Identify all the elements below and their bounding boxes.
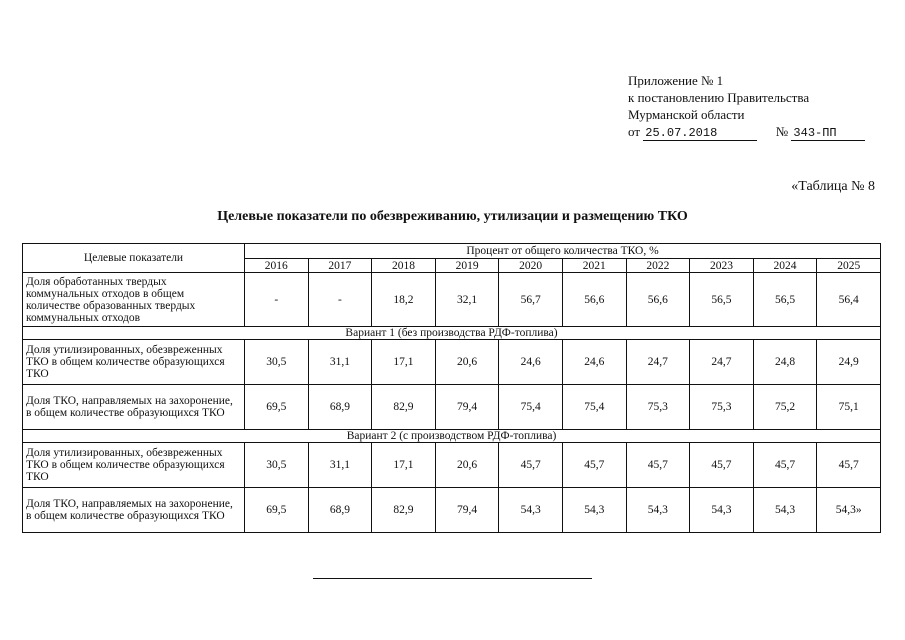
table-cell: 45,7: [626, 443, 690, 488]
year-header: 2021: [562, 259, 626, 273]
table-cell: 82,9: [372, 385, 436, 430]
table-cell: 45,7: [753, 443, 817, 488]
year-header: 2022: [626, 259, 690, 273]
table-cell: 75,2: [753, 385, 817, 430]
table-cell: 56,7: [499, 273, 563, 327]
table-cell: 30,5: [245, 340, 309, 385]
table-cell: -: [245, 273, 309, 327]
table-cell: 54,3: [499, 488, 563, 533]
table-cell: 79,4: [435, 385, 499, 430]
table-cell: 56,6: [562, 273, 626, 327]
table-cell: 45,7: [499, 443, 563, 488]
table-cell: 20,6: [435, 340, 499, 385]
table-cell: 75,1: [817, 385, 881, 430]
table-header-row: [23, 244, 881, 259]
table-cell: 56,5: [753, 273, 817, 327]
table-cell: 17,1: [372, 443, 436, 488]
year-header: 2023: [690, 259, 754, 273]
table-cell: 18,2: [372, 273, 436, 327]
table-cell: 69,5: [245, 488, 309, 533]
table-cell: 24,8: [753, 340, 817, 385]
variant-row: [23, 430, 881, 443]
year-header: 2016: [245, 259, 309, 273]
table-label: «Таблица № 8: [791, 179, 875, 194]
page-title: Целевые показатели по обезвреживанию, утилизации и размещению ТКО: [217, 209, 688, 224]
table-cell: 17,1: [372, 340, 436, 385]
row-label: Доля утилизированных, обезвреженных ТКО в общем количестве образующихся ТКО: [23, 340, 245, 385]
table-cell: 54,3: [562, 488, 626, 533]
table-cell: 75,3: [626, 385, 690, 430]
table-cell: 68,9: [308, 488, 372, 533]
table-cell: 45,7: [562, 443, 626, 488]
table-cell: 45,7: [690, 443, 754, 488]
header-percent: Процент от общего количества ТКО, %: [245, 244, 881, 259]
appendix-header: [628, 72, 865, 141]
table-cell: 32,1: [435, 273, 499, 327]
row-label: Доля ТКО, направляемых на захоронение, в общем количестве образующихся ТКО: [23, 385, 245, 430]
table-cell: 45,7: [817, 443, 881, 488]
year-header: 2025: [817, 259, 881, 273]
variant-1-title: Вариант 1 (без производства РДФ-топлива): [23, 327, 881, 340]
table-cell: 54,3: [626, 488, 690, 533]
year-header: 2019: [435, 259, 499, 273]
year-header: 2024: [753, 259, 817, 273]
table-row: [23, 488, 881, 533]
appendix-date-line: [628, 123, 865, 141]
table-cell: 24,7: [626, 340, 690, 385]
table-cell: 56,4: [817, 273, 881, 327]
table-row: [23, 443, 881, 488]
table-cell: 79,4: [435, 488, 499, 533]
row-label: Доля обработанных твердых коммунальных отходов в общем количестве образованных твердых коммунальных отходов: [23, 273, 245, 327]
target-indicators-table: [22, 243, 881, 533]
table-row: [23, 273, 881, 327]
header-indicators: Целевые показатели: [23, 244, 245, 273]
date-value: 25.07.2018: [643, 126, 757, 141]
number-value: 343-ПП: [791, 126, 865, 141]
table-cell: 54,3»: [817, 488, 881, 533]
table-cell: 24,6: [562, 340, 626, 385]
variant-row: [23, 327, 881, 340]
appendix-line-1: Приложение № 1: [628, 73, 724, 88]
table-cell: 31,1: [308, 443, 372, 488]
variant-2-title: Вариант 2 (с производством РДФ-топлива): [23, 430, 881, 443]
table-cell: 20,6: [435, 443, 499, 488]
table-cell: -: [308, 273, 372, 327]
table-cell: 82,9: [372, 488, 436, 533]
table-row: [23, 385, 881, 430]
table-cell: 24,6: [499, 340, 563, 385]
appendix-line-3: Мурманской области: [628, 107, 745, 122]
table-cell: 75,4: [499, 385, 563, 430]
table-cell: 24,7: [690, 340, 754, 385]
year-header: 2017: [308, 259, 372, 273]
year-header: 2020: [499, 259, 563, 273]
table-cell: 75,4: [562, 385, 626, 430]
table-cell: 69,5: [245, 385, 309, 430]
row-label: Доля утилизированных, обезвреженных ТКО в общем количестве образующихся ТКО: [23, 443, 245, 488]
date-prefix: от: [628, 124, 641, 139]
table-cell: 24,9: [817, 340, 881, 385]
row-label: Доля ТКО, направляемых на захоронение, в общем количестве образующихся ТКО: [23, 488, 245, 533]
table-cell: 31,1: [308, 340, 372, 385]
table-cell: 75,3: [690, 385, 754, 430]
table-cell: 56,5: [690, 273, 754, 327]
table-cell: 54,3: [753, 488, 817, 533]
appendix-line-2: к постановлению Правительства: [628, 90, 810, 105]
table-cell: 54,3: [690, 488, 754, 533]
year-header: 2018: [372, 259, 436, 273]
table-cell: 30,5: [245, 443, 309, 488]
divider-line: [313, 578, 592, 579]
table-row: [23, 340, 881, 385]
table-cell: 68,9: [308, 385, 372, 430]
number-prefix: №: [775, 124, 789, 139]
table-cell: 56,6: [626, 273, 690, 327]
